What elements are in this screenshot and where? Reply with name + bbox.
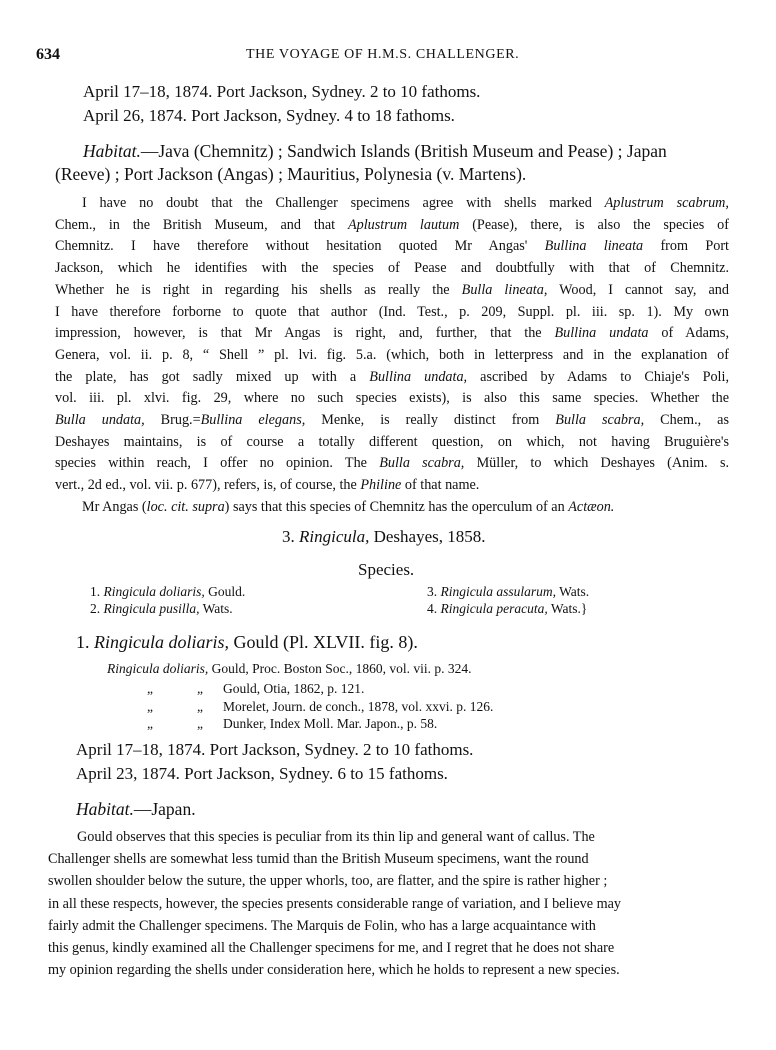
text-line: vol. iii. pl. xlvi. fig. 29, where no such species exists), is also this same species. Whether the xyxy=(55,390,729,407)
text-line: vert., 2d ed., vol. vii. p. 677), refers, is, of course, the Philine of that name. xyxy=(55,477,480,494)
station-line: April 17–18, 1874. Port Jackson, Sydney. 2 to 10 fathoms. xyxy=(76,740,474,759)
station-line: April 17–18, 1874. Port Jackson, Sydney. 2 to 10 fathoms. xyxy=(83,82,481,101)
text-line: Challenger shells are somewhat less tumid than the British Museum specimens, want the round xyxy=(48,851,589,868)
text-line: Gould observes that this species is peculiar from its thin lip and general want of callus. The xyxy=(77,829,595,845)
text-line: fairly admit the Challenger specimens. The Marquis de Folin, who has a large acquaintance with xyxy=(48,917,596,934)
species-list-item: 4. Ringicula peracuta, Wats.} xyxy=(427,601,588,616)
page-number: 634 xyxy=(36,46,60,63)
habitat-line: Habitat.—Java (Chemnitz) ; Sandwich Islands (British Museum and Pease) ; Japan xyxy=(83,141,667,161)
text-line: the plate, has got sadly mixed up with a Bullina undata, ascribed by Adams to Chiaje's Poli, xyxy=(55,368,729,385)
synonymy-line: „ „ Gould, Otia, 1862, p. 121. xyxy=(147,681,365,696)
species-list-item: 3. Ringicula assularum, Wats. xyxy=(427,584,590,599)
habitat-label: Habitat. xyxy=(76,799,134,819)
text-line: Genera, vol. ii. p. 8, “ Shell ” pl. lvi. fig. 5.a. (which, both in letterpress and in the explanation of xyxy=(55,346,729,363)
discussion-paragraph xyxy=(55,193,729,519)
species-list-item: 2. Ringicula pusilla, Wats. xyxy=(90,601,233,616)
text-line: in all these respects, however, the species presents considerable range of variation, and I believe may xyxy=(48,895,622,912)
text-line: Mr Angas (loc. cit. supra) says that this species of Chemnitz has the operculum of an Actæon. xyxy=(82,498,615,515)
text-line: my opinion regarding the shells under consideration here, which he holds to represent a new species. xyxy=(48,962,620,979)
synonymy-line: Ringicula doliaris, Gould, Proc. Boston Soc., 1860, vol. vii. p. 324. xyxy=(107,661,472,676)
habitat-line: (Reeve) ; Port Jackson (Angas) ; Mauritius, Polynesia (v. Martens). xyxy=(55,164,527,184)
genus-heading: 3. Ringicula, Deshayes, 1858. xyxy=(282,527,486,546)
text-line: I have therefore forborne to quote that author (Ind. Test., p. 209, Suppl. pl. iii. sp. 1). My own xyxy=(55,303,729,320)
discussion-paragraph xyxy=(48,826,728,981)
text-line: Jackson, which he identifies with the species of Pease and doubtfully with that of Chemnitz. xyxy=(55,260,729,277)
species-title: 1. Ringicula doliaris, Gould (Pl. XLVII. fig. 8). xyxy=(76,632,418,652)
habitat-line: Habitat.—Japan. xyxy=(76,799,196,819)
species-list-item: 1. Ringicula doliaris, Gould. xyxy=(90,584,246,599)
text-line: Chemnitz. I have therefore without hesitation quoted Mr Angas' Bullina lineata from Port xyxy=(55,238,729,255)
text-line: Deshayes maintains, is of course a totally different question, on which, not having Bruguière's xyxy=(55,433,729,450)
text-line: Chem., in the British Museum, and that Aplustrum lautum (Pease), there, is also the species of xyxy=(55,216,729,233)
text-line: this genus, kindly examined all the Challenger specimens for me, and I regret that he does not share xyxy=(48,940,615,957)
text-line: impression, however, is that Mr Angas is right, and, further, that the Bullina undata of Adams, xyxy=(55,325,730,342)
synonymy-line: „ „ Dunker, Index Moll. Mar. Japon., p. 58. xyxy=(147,716,438,731)
running-title: THE VOYAGE OF H.M.S. CHALLENGER. xyxy=(246,47,520,62)
habitat-label: Habitat. xyxy=(83,141,141,161)
station-line: April 23, 1874. Port Jackson, Sydney. 6 to 15 fathoms. xyxy=(76,764,448,783)
text-line: swollen shoulder below the suture, the upper whorls, too, are flatter, and the spire is rather higher ; xyxy=(48,873,608,890)
text-line: Whether he is right in regarding his shells as really the Bulla lineata, Wood, I cannot say, and xyxy=(55,281,729,298)
text-line: Bulla undata, Brug.=Bullina elegans, Menke, is really distinct from Bulla scabra, Chem., as xyxy=(55,412,729,429)
station-line: April 26, 1874. Port Jackson, Sydney. 4 to 18 fathoms. xyxy=(83,106,455,125)
running-header xyxy=(36,46,736,66)
text-line: I have no doubt that the Challenger specimens agree with shells marked Aplustrum scabrum, xyxy=(82,195,729,211)
text-line: species within reach, I offer no opinion. The Bulla scabra, Müller, to which Deshayes (Anim. s. xyxy=(55,455,730,472)
synonymy-line: „ „ Morelet, Journ. de conch., 1878, vol. xxvi. p. 126. xyxy=(147,699,494,714)
species-label: Species. xyxy=(358,560,415,579)
